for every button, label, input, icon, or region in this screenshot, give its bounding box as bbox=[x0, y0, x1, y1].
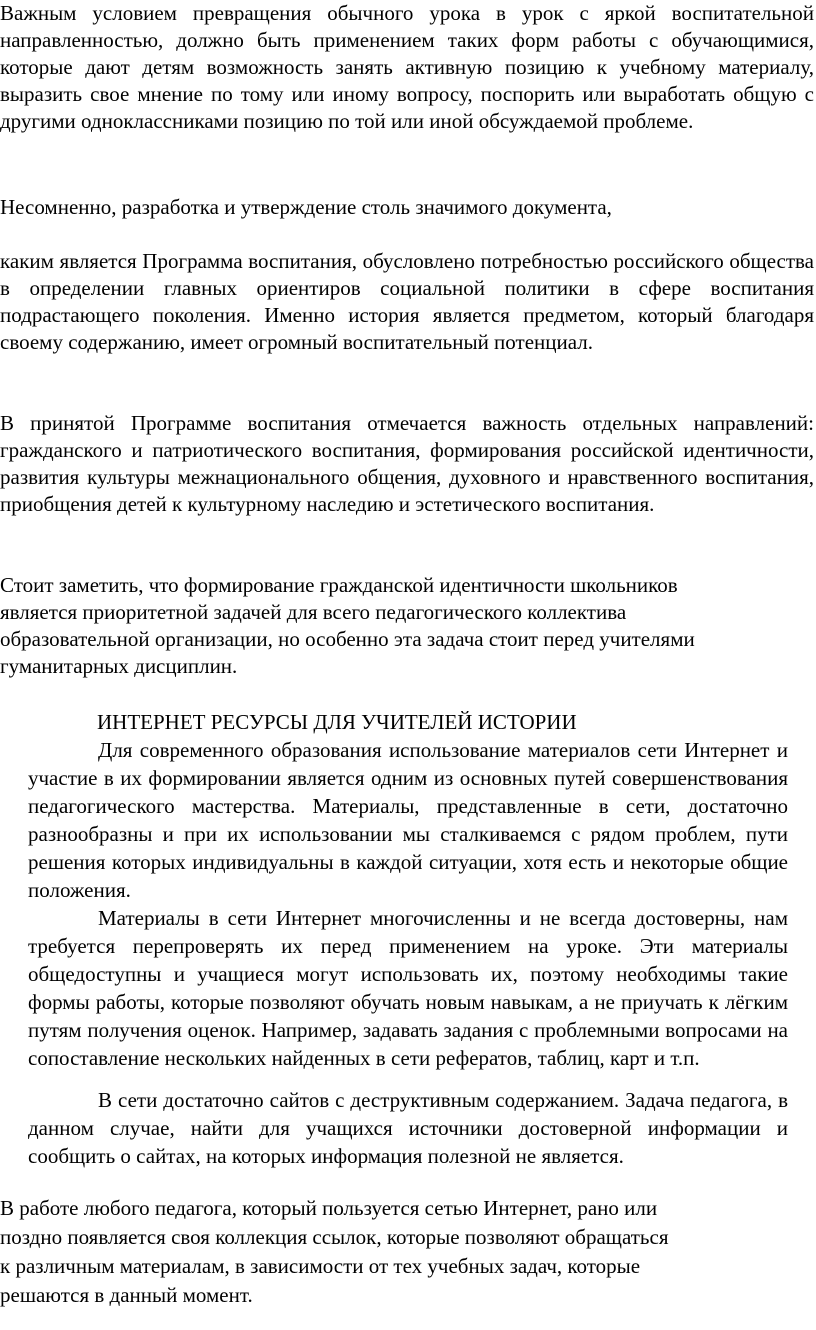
paragraph-link-collection bbox=[0, 1194, 790, 1310]
paragraph-internet-materials: Материалы в сети Интернет многочисленны и не всегда достоверны, нам требуется перепроверять их перед применением на уроке. Эти материалы общедоступны и учащиеся могут использовать их, поэтому необходимы такие формы работы, которые позволяют обучать новым навыкам, а не приучать к лёгким путям получения оценок. Например, задавать задания с проблемными вопросами на сопоставление нескольких найденных в сети рефератов, таблиц, карт и т.п. bbox=[28, 906, 788, 1070]
section-heading: ИНТЕРНЕТ РЕСУРСЫ ДЛЯ УЧИТЕЛЕЙ ИСТОРИИ bbox=[97, 710, 577, 734]
paragraph-destructive-sites: В сети достаточно сайтов с деструктивным содержанием. Задача педагога, в данном случае, найти для учащихся источники достоверной информации и сообщить о сайтах, на которых информация полезной не является. bbox=[28, 1088, 788, 1168]
paragraph-line: гуманитарных дисциплин. bbox=[0, 654, 238, 678]
paragraph-line: В работе любого педагога, который пользуется сетью Интернет, рано или bbox=[0, 1196, 658, 1220]
paragraph-program-directions: В принятой Программе воспитания отмечается важность отдельных направлений: гражданского и патриотического воспитания, формирования российской идентичности, развития культуры межнационального общения, духовного и нравственного воспитания, приобщения детей к культурному наследию и эстетического воспитания. bbox=[0, 411, 814, 516]
paragraph-civic-identity bbox=[0, 572, 814, 680]
paragraph-line: является приоритетной задачей для всего педагогического коллектива bbox=[0, 600, 627, 624]
paragraph-educational-lesson: Важным условием превращения обычного урока в урок с яркой воспитательной направленностью, должно быть применением таких форм работы с обучающимися, которые дают детям возможность занять активную позицию к учебному материалу, выразить свое мнение по тому или иному вопросу, поспорить или выработать общую с другими одноклассниками позицию по той или иной обсуждаемой проблеме. bbox=[0, 1, 814, 133]
paragraph-line: образовательной организации, но особенно эта задача стоит перед учителями bbox=[0, 627, 695, 651]
paragraph-line: Стоит заметить, что формирование гражданской идентичности школьников bbox=[0, 573, 678, 597]
paragraph-internet-education: Для современного образования использование материалов сети Интернет и участие в их формировании является одним из основных путей совершенствования педагогического мастерства. Материалы, представленные в сети, достаточно разнообразны и при их использовании мы сталкиваемся с рядом проблем, пути решения которых индивидуальны в каждой ситуации, хотя есть и некоторые общие положения. bbox=[28, 738, 788, 902]
paragraph-document-intro: Несомненно, разработка и утверждение столь значимого документа, bbox=[0, 195, 612, 219]
paragraph-line: поздно появляется своя коллекция ссылок, которые позволяют обращаться bbox=[0, 1225, 669, 1249]
paragraph-program-education: каким является Программа воспитания, обусловлено потребностью российского общества в определении главных ориентиров социальной политики в сфере воспитания подрастающего поколения. Именно история является предметом, который благодаря своему содержанию, имеет огромный воспитательный потенциал. bbox=[0, 249, 814, 354]
paragraph-line: к различным материалам, в зависимости от тех учебных задач, которые bbox=[0, 1254, 641, 1278]
paragraph-line: решаются в данный момент. bbox=[0, 1283, 253, 1307]
